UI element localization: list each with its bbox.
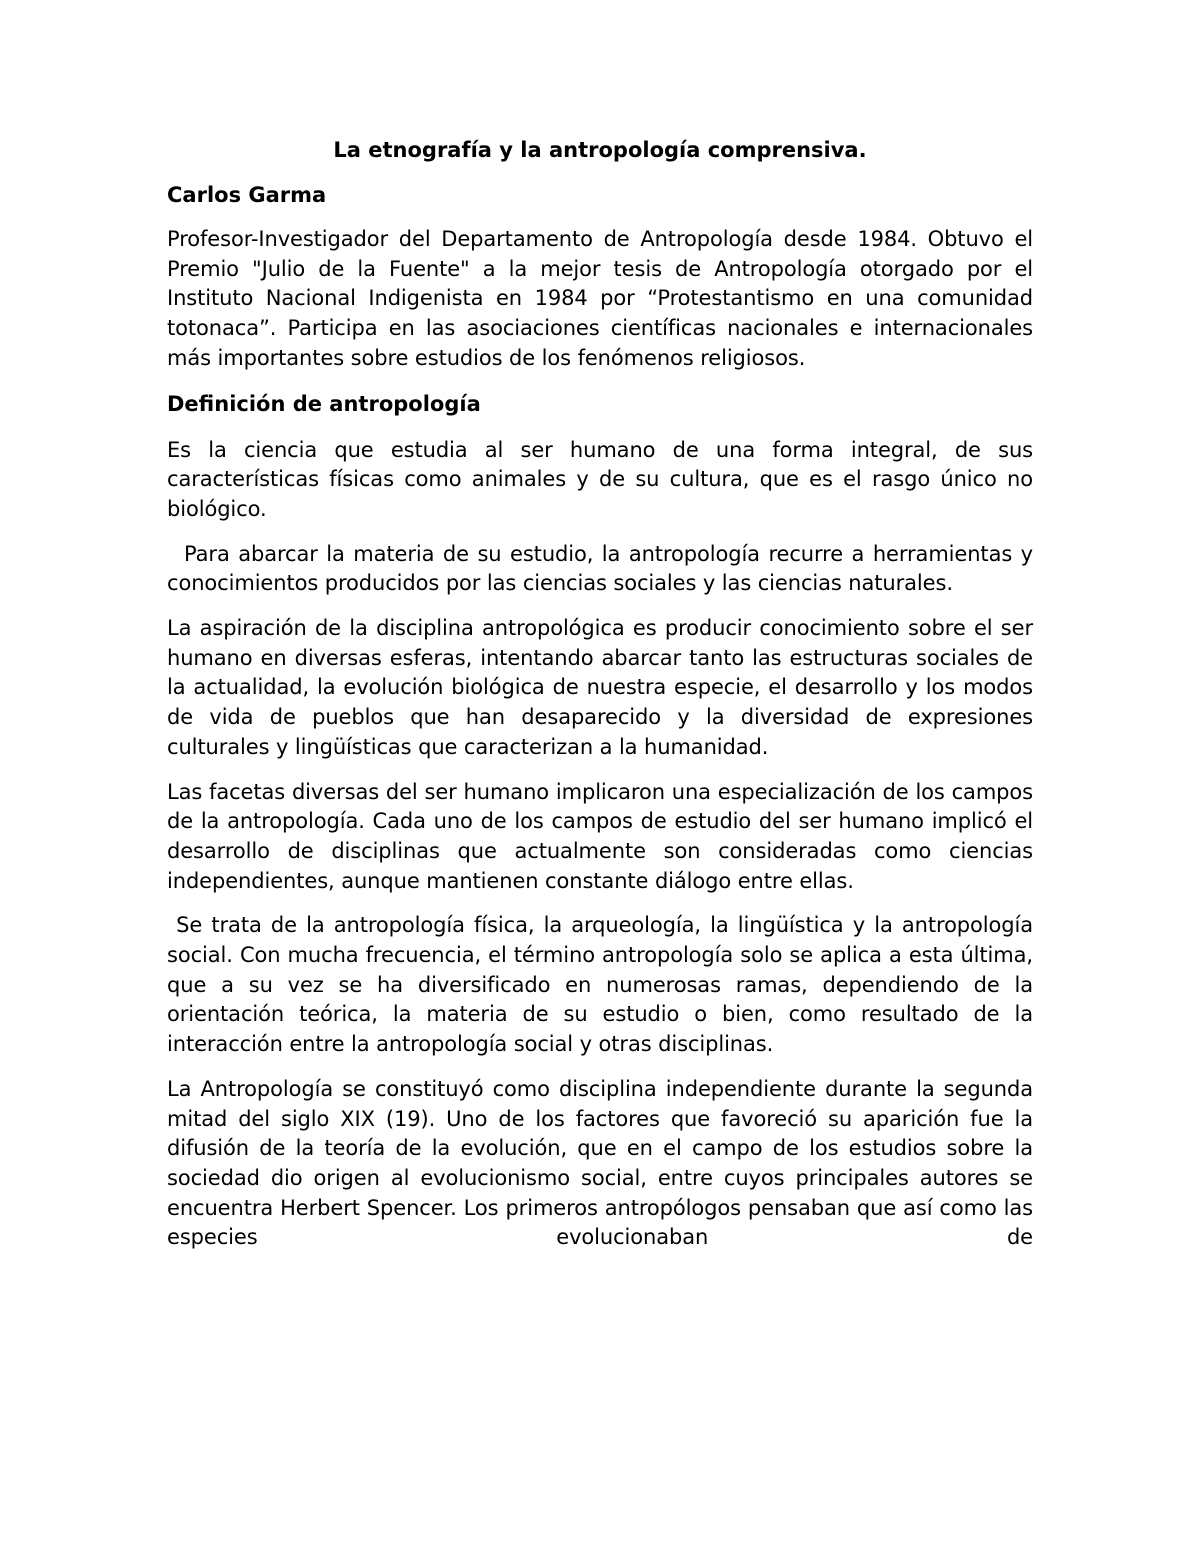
document-page: [167, 135, 1040, 1253]
paragraph: Se trata de la antropología física, la arqueología, la lingüística y la antropología social. Con mucha frecuencia, el término antropología solo se aplica a esta última, que a su vez se ha diversificado en numerosas ramas, dependiendo de la orientación teórica, la materia de su estudio o bien, como resultado de la interacción entre la antropología social y otras disciplinas.: [167, 913, 1040, 1057]
paragraph: Es la ciencia que estudia al ser humano de una forma integral, de sus características físicas como animales y de su cultura, que es el rasgo único no biológico.: [167, 437, 1033, 521]
paragraph: La Antropología se constituyó como disciplina independiente durante la segunda mitad del siglo XIX (19). Uno de los factores que favoreció su aparición fue la difusión de la teoría de la evolución, que en el campo de los estudios sobre la sociedad dio origen al evolucionismo social, entre cuyos principales autores se encuentra Herbert Spencer. Los primeros antropólogos pensaban que así como las especies evolucionaban de: [167, 1076, 1033, 1250]
section-heading: Definición de antropología: [167, 391, 481, 416]
document-title: La etnografía y la antropología comprensiva.: [333, 138, 867, 162]
paragraph: Las facetas diversas del ser humano implicaron una especialización de los campos de la antropología. Cada uno de los campos de estudio del ser humano implicó el desarrollo de disciplinas que actualmente son consideradas como ciencias independientes, aunque mantienen constante diálogo entre ellas.: [167, 779, 1033, 893]
author-bio: Profesor-Investigador del Departamento de Antropología desde 1984. Obtuvo el Premio "Julio de la Fuente" a la mejor tesis de Antropología otorgado por el Instituto Nacional Indigenista en 1984 por “Protestantismo en una comunidad totonaca”. Participa en las asociaciones científicas nacionales e internacionales más importantes sobre estudios de los fenómenos religiosos.: [167, 227, 1033, 370]
paragraph: Para abarcar la materia de su estudio, la antropología recurre a herramientas y conocimientos producidos por las ciencias sociales y las ciencias naturales.: [167, 541, 1040, 596]
author-name: Carlos Garma: [167, 183, 327, 207]
paragraph: La aspiración de la disciplina antropológica es producir conocimiento sobre el ser humano en diversas esferas, intentando abarcar tanto las estructuras sociales de la actualidad, la evolución biológica de nuestra especie, el desarrollo y los modos de vida de pueblos que han desaparecido y la diversidad de expresiones culturales y lingüísticas que caracterizan a la humanidad.: [167, 616, 1033, 759]
